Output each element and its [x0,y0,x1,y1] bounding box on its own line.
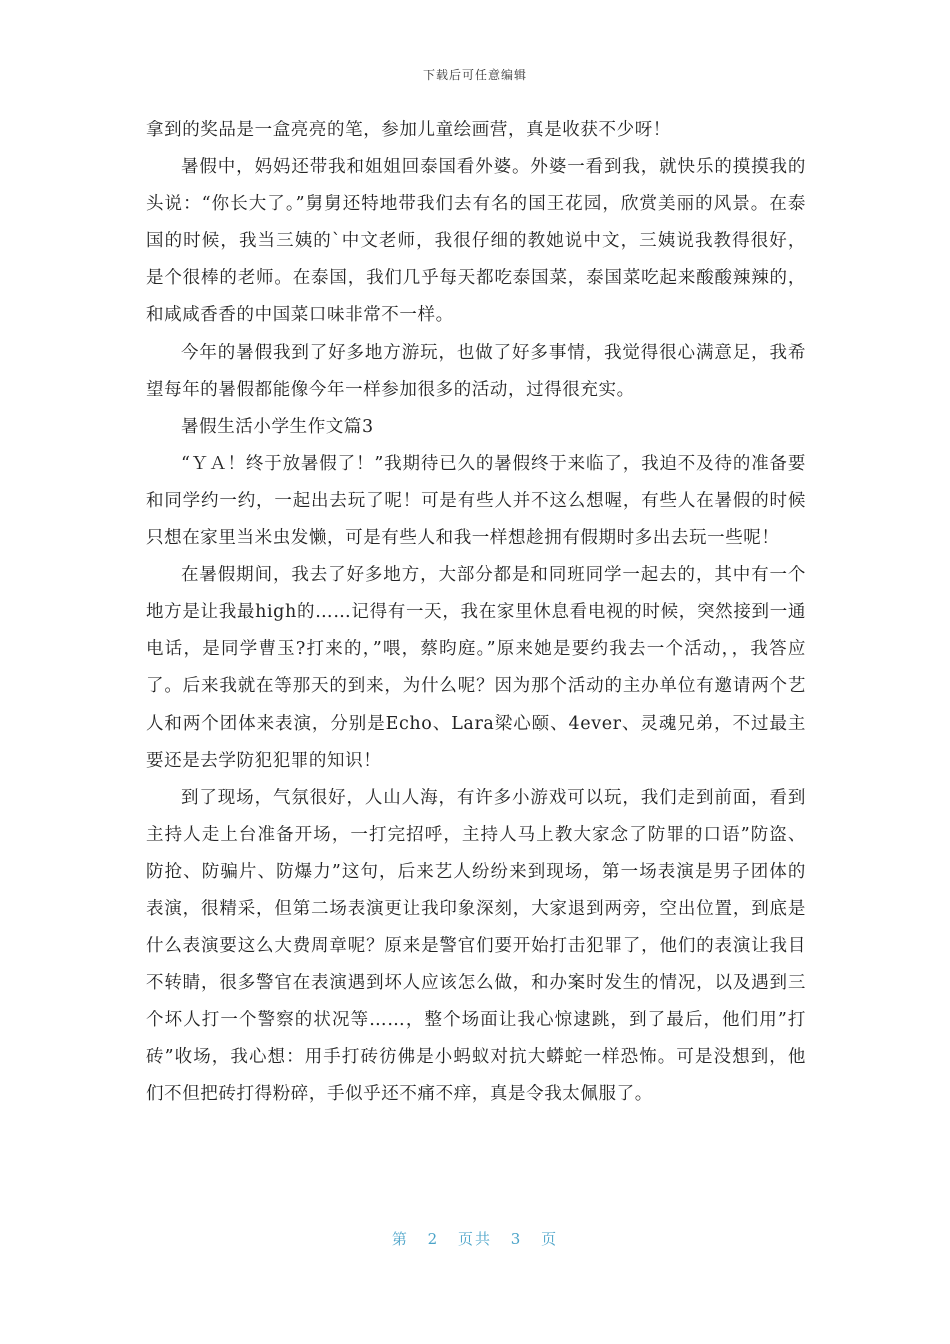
footer-prefix: 第 [391,1230,409,1248]
paragraph: 拿到的奖品是一盒亮亮的笔，参加儿童绘画营，真是收获不少呀！ [146,120,671,140]
page-footer [0,1228,950,1249]
document-body [146,112,806,1114]
paragraph: 暑假中，妈妈还带我和姐姐回泰国看外婆。外婆一看到我，就快乐的摸摸我的头说：“你长大了。”舅舅还特地带我们去有名的国王花园，欣赏美丽的风景。在泰国的时候，我当三姨的`中文老师，我很仔细的教她说中文，三姨说我教得很好，是个很棒的老师。在泰国，我们几乎每天都吃泰国菜，泰国菜吃起来酸酸辣辣的，和咸咸香香的中国菜口味非常不一样。 [146,157,806,326]
paragraph: 到了现场，气氛很好，人山人海，有许多小游戏可以玩，我们走到前面，看到主持人走上台准备开场，一打完招呼，主持人马上教大家念了防罪的口语”防盗、防抢、防骗片、防爆力”这句，后来艺人纷纷来到现场，第一场表演是男子团体的表演，很精采，但第二场表演更让我印象深刻，大家退到两旁，空出位置，到底是什么表演要这么大费周章呢？原来是警官们要开始打击犯罪了，他们的表演让我目不转睛，很多警官在表演遇到坏人应该怎么做，和办案时发生的情况，以及遇到三个坏人打一个警察的状况等……，整个场面让我心惊逮跳，到了最后，他们用”打砖”收场，我心想：用手打砖彷佛是小蚂蚁对抗大蟒蛇一样恐怖。可是没想到，他们不但把砖打得粉碎，手似乎还不痛不痒，真是令我太佩服了。 [146,787,806,1105]
footer-suffix: 页 [541,1230,559,1248]
page-header: 下载后可任意编辑 [422,68,527,82]
section-heading: 暑假生活小学生作文篇3 [181,416,374,437]
paragraph: 在暑假期间，我去了好多地方，大部分都是和同班同学一起去的，其中有一个地方是让我最high的……记得有一天，我在家里休息看电视的时候，突然接到一通电话，是同学曹玉?打来的，”喂，蔡昀庭。”原来她是要约我去一个活动，，我答应了。后来我就在等那天的到来，为什么呢？因为那个活动的主办单位有邀请两个艺人和两个团体来表演，分别是Echo、Lara梁心颐、4ever、灵魂兄弟，不过最主要还是去学防犯犯罪的知识！ [146,565,806,771]
footer-total-pages: 3 [510,1230,523,1248]
footer-middle: 页共 [457,1230,492,1248]
paragraph: 今年的暑假我到了好多地方游玩，也做了好多事情，我觉得很心满意足，我希望每年的暑假都能像今年一样参加很多的活动，过得很充实。 [146,342,806,400]
paragraph: “ＹＡ！终于放暑假了！”我期待已久的暑假终于来临了，我迫不及待的准备要和同学约一约，一起出去玩了呢！可是有些人并不这么想喔，有些人在暑假的时候只想在家里当米虫发懒，可是有些人和我一样想趁拥有假期时多出去玩一些呢！ [146,453,806,549]
footer-current-page: 2 [427,1230,440,1248]
